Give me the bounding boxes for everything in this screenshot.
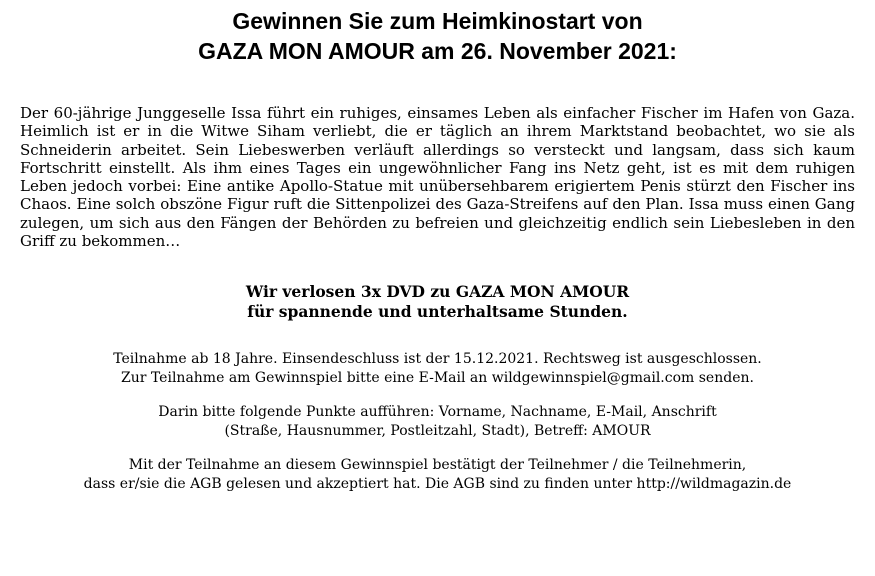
raffle-line-2: für spannende und unterhaltsame Stunden. — [247, 301, 628, 321]
requirements-line-1: Darin bitte folgende Punkte aufführen: Vorname, Nachname, E-Mail, Anschrift — [158, 404, 717, 421]
raffle-announcement — [20, 282, 855, 321]
raffle-line-1: Wir verlosen 3x DVD zu GAZA MON AMOUR — [245, 282, 630, 302]
title-line-1: Gewinnen Sie zum Heimkinostart von — [232, 8, 643, 34]
terms-notice — [20, 456, 855, 493]
participation-rules — [20, 350, 855, 387]
rules-line-1: Teilnahme ab 18 Jahre. Einsendeschluss ist der 15.12.2021. Rechtsweg ist ausgeschlossen. — [113, 351, 762, 368]
terms-line-1: Mit der Teilnahme an diesem Gewinnspiel bestätigt der Teilnehmer / die Teilnehmerin, — [128, 457, 747, 474]
terms-line-2: dass er/sie die AGB gelesen und akzeptiert hat. Die AGB sind zu finden unter http://wildmagazin.de — [83, 475, 792, 492]
synopsis-paragraph: Der 60-jährige Junggeselle Issa führt ein ruhiges, einsames Leben als einfacher Fischer im Hafen von Gaza. Heimlich ist er in die Witwe Siham verliebt, die er täglich an ihrem Marktstand beobachtet, wo sie als Schneiderin arbeitet. Sein Liebeswerben verläuft allerdings so versteckt und langsam, dass sich kaum Fortschritt einstellt. Als ihm eines Tages ein ungewöhnlicher Fang ins Netz geht, ist es mit dem ruhigen Leben jedoch vorbei: Eine antike Apollo-Statue mit unübersehbarem erigiertem Penis stürzt den Fischer ins Chaos. Eine solch obszöne Figur ruft die Sittenpolizei des Gaza-Streifens auf den Plan. Issa muss einen Gang zulegen, um sich aus den Fängen der Behörden zu befreien und gleichzeitig endlich sein Liebesleben in den Griff zu bekommen… — [20, 104, 855, 251]
requirements-line-2: (Straße, Hausnummer, Postleitzahl, Stadt), Betreff: AMOUR — [224, 422, 651, 439]
title-line-2: GAZA MON AMOUR am 26. November 2021: — [198, 38, 677, 64]
rules-line-2: Zur Teilnahme am Gewinnspiel bitte eine E-Mail an wildgewinnspiel@gmail.com senden. — [121, 369, 754, 386]
entry-requirements — [20, 403, 855, 440]
page-title — [20, 0, 855, 66]
